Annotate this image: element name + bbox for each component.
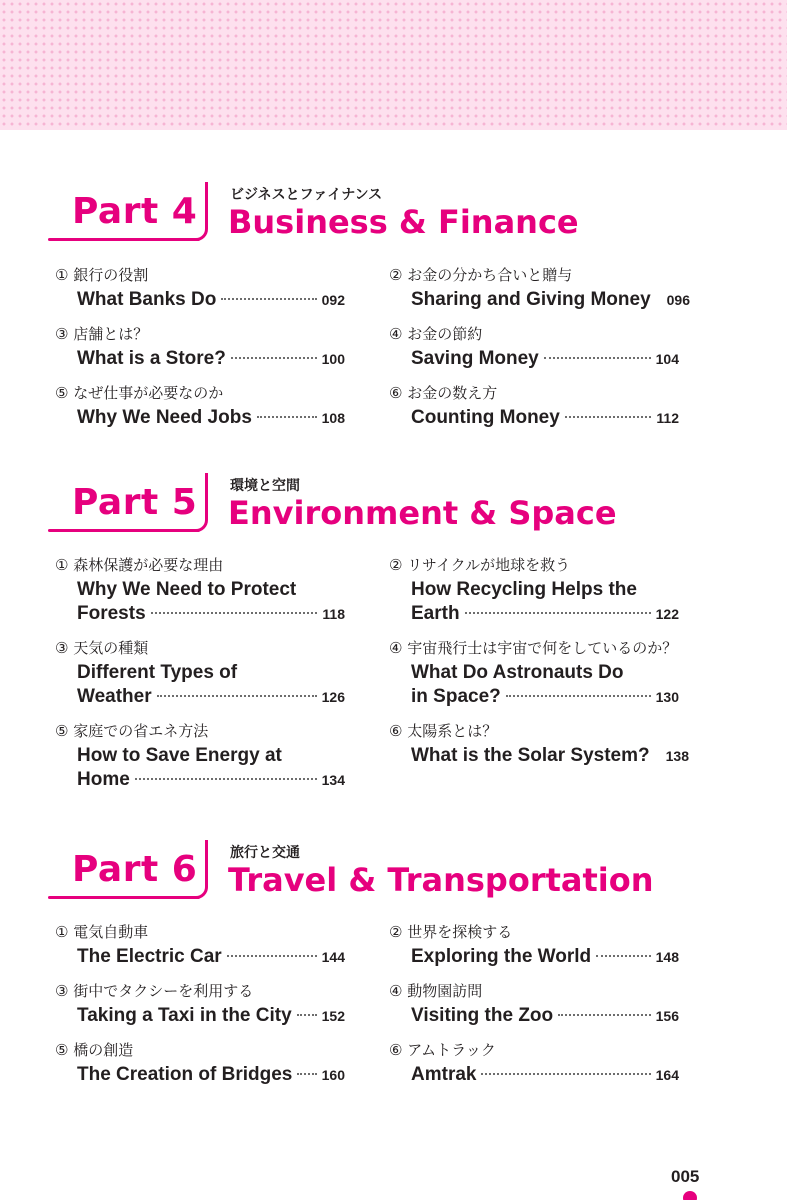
entry-en-line-1: [77, 578, 345, 602]
entry-en-line-1: [411, 661, 679, 685]
entry-en-line: [77, 1004, 345, 1028]
entry-en-line: [77, 1063, 345, 1087]
entry-en-title: Sharing and Giving Money: [411, 289, 651, 310]
entry-jp-title: ③ 天気の種類: [55, 639, 149, 657]
leader-dots: [135, 778, 317, 780]
entry-en-line-2: [411, 602, 679, 626]
entry-jp-title: ① 銀行の役割: [55, 266, 149, 284]
entry-en-line: [411, 744, 689, 768]
entry-en-line-2: [77, 685, 345, 709]
entry-en-title: Counting Money: [411, 407, 560, 428]
part-bracket: [196, 840, 208, 899]
entry-en-title: Taking a Taxi in the City: [77, 1005, 292, 1026]
leader-dots: [544, 357, 651, 359]
entry-en-line-2: [77, 602, 345, 626]
part-label: Part 5: [72, 482, 198, 523]
entry-page-number: 104: [655, 351, 679, 367]
part-jp-title: ビジネスとファイナンス: [230, 187, 383, 203]
entry-en-title-cont: Earth: [411, 603, 460, 624]
entry-jp-title: ② リサイクルが地球を救う: [389, 556, 571, 574]
entry-jp-title: ⑤ なぜ仕事が必要なのか: [55, 384, 224, 402]
entry-en-line: [411, 1004, 679, 1028]
entry-jp-title: ③ 店舗とは？: [55, 325, 149, 343]
entry-page-number: 122: [655, 606, 679, 622]
entry-page-number: 126: [321, 689, 345, 705]
entry-page-number: 134: [321, 772, 345, 788]
entry-jp-title: ⑥ 太陽系とは？: [389, 722, 498, 740]
leader-dots: [231, 357, 317, 359]
entry-jp-title: ⑥ お金の数え方: [389, 384, 498, 402]
entry-jp-title: ⑤ 橋の創造: [55, 1041, 134, 1059]
entry-en-title-cont: Home: [77, 769, 130, 790]
leader-dots: [481, 1073, 650, 1075]
part-header: [0, 473, 787, 535]
entry-en-title: What is the Solar System?: [411, 745, 650, 766]
leader-dots: [227, 955, 317, 957]
part-en-title: Environment & Space: [228, 494, 617, 532]
entry-en-title: The Electric Car: [77, 946, 222, 967]
entry-jp-title: ① 電気自動車: [55, 923, 149, 941]
entry-en-title: What is a Store?: [77, 348, 226, 369]
leader-dots: [506, 695, 651, 697]
entry-page-number: 156: [655, 1008, 679, 1024]
entry-page-number: 112: [656, 410, 679, 426]
entry-jp-title: ③ 街中でタクシーを利用する: [55, 982, 254, 1000]
entry-en-line: [411, 347, 679, 371]
entry-en-title: What Do Astronauts Do: [411, 662, 624, 683]
entry-page-number: 138: [665, 748, 689, 764]
entry-jp-title: ② お金の分かち合いと贈与: [389, 266, 573, 284]
part-header: [0, 182, 787, 244]
entry-en-line-1: [411, 578, 679, 602]
entry-en-title: How Recycling Helps the: [411, 579, 637, 600]
entry-en-title: Why We Need to Protect: [77, 579, 297, 600]
entry-page-number: 130: [655, 689, 679, 705]
part-en-title: Business & Finance: [228, 203, 579, 241]
entry-en-line-1: [77, 744, 345, 768]
entry-jp-title: ⑤ 家庭での省エネ方法: [55, 722, 209, 740]
entry-en-title: Amtrak: [411, 1064, 477, 1085]
entry-page-number: 152: [321, 1008, 345, 1024]
leader-dots: [465, 612, 651, 614]
entry-en-line-2: [77, 768, 345, 792]
entry-en-title: Exploring the World: [411, 946, 592, 967]
leader-dots: [596, 955, 650, 957]
entry-en-line: [411, 945, 679, 969]
leader-dots: [257, 416, 317, 418]
entry-en-line: [77, 945, 345, 969]
leader-dots: [558, 1014, 650, 1016]
entry-en-line: [77, 406, 345, 430]
entry-en-title: The Creation of Bridges: [77, 1064, 293, 1085]
page-number: 005: [671, 1167, 700, 1186]
entry-page-number: 096: [666, 292, 690, 308]
entry-en-line: [411, 288, 690, 312]
part-underline: [48, 529, 200, 532]
entry-en-line-1: [77, 661, 345, 685]
leader-dots: [221, 298, 316, 300]
entry-en-line: [411, 1063, 679, 1087]
decorative-dotted-header: [0, 0, 787, 130]
entry-en-line: [77, 288, 345, 312]
entry-en-title: Saving Money: [411, 348, 539, 369]
entry-jp-title: ④ 動物園訪問: [389, 982, 483, 1000]
part-bracket: [196, 473, 208, 532]
entry-en-title: Visiting the Zoo: [411, 1005, 554, 1026]
part-jp-title: 環境と空間: [230, 478, 300, 494]
leader-dots: [297, 1014, 317, 1016]
entry-page-number: 092: [321, 292, 345, 308]
leader-dots: [297, 1073, 316, 1075]
leader-dots: [565, 416, 652, 418]
leader-dots: [151, 612, 318, 614]
page-marker-dot: [683, 1191, 697, 1200]
entry-page-number: 144: [321, 949, 345, 965]
part-header: [0, 840, 787, 902]
part-underline: [48, 238, 200, 241]
entry-en-line-2: [411, 685, 679, 709]
entry-page-number: 164: [655, 1067, 679, 1083]
part-label: Part 6: [72, 849, 198, 890]
leader-dots: [656, 299, 662, 300]
entry-en-line: [411, 406, 679, 430]
entry-en-title-cont: Forests: [77, 603, 146, 624]
entry-jp-title: ⑥ アムトラック: [389, 1041, 496, 1059]
part-en-title: Travel & Transportation: [228, 861, 654, 899]
entry-en-title: What Banks Do: [77, 289, 217, 310]
leader-dots: [655, 755, 661, 756]
entry-en-title: Different Types of: [77, 662, 238, 683]
entry-page-number: 118: [322, 606, 345, 622]
part-jp-title: 旅行と交通: [230, 845, 300, 861]
entry-jp-title: ① 森林保護が必要な理由: [55, 556, 224, 574]
entry-jp-title: ④ 宇宙飛行士は宇宙で何をしているのか？: [389, 639, 678, 657]
part-label: Part 4: [72, 191, 198, 232]
entry-jp-title: ② 世界を探検する: [389, 923, 513, 941]
entry-page-number: 148: [655, 949, 679, 965]
entry-en-title: How to Save Energy at: [77, 745, 282, 766]
leader-dots: [157, 695, 317, 697]
entry-page-number: 100: [321, 351, 345, 367]
part-bracket: [196, 182, 208, 241]
entry-page-number: 160: [321, 1067, 345, 1083]
entry-en-title: Why We Need Jobs: [77, 407, 252, 428]
entry-page-number: 108: [321, 410, 345, 426]
entry-en-line: [77, 347, 345, 371]
part-underline: [48, 896, 200, 899]
entry-en-title-cont: in Space?: [411, 686, 501, 707]
entry-jp-title: ④ お金の節約: [389, 325, 483, 343]
entry-en-title-cont: Weather: [77, 686, 152, 707]
